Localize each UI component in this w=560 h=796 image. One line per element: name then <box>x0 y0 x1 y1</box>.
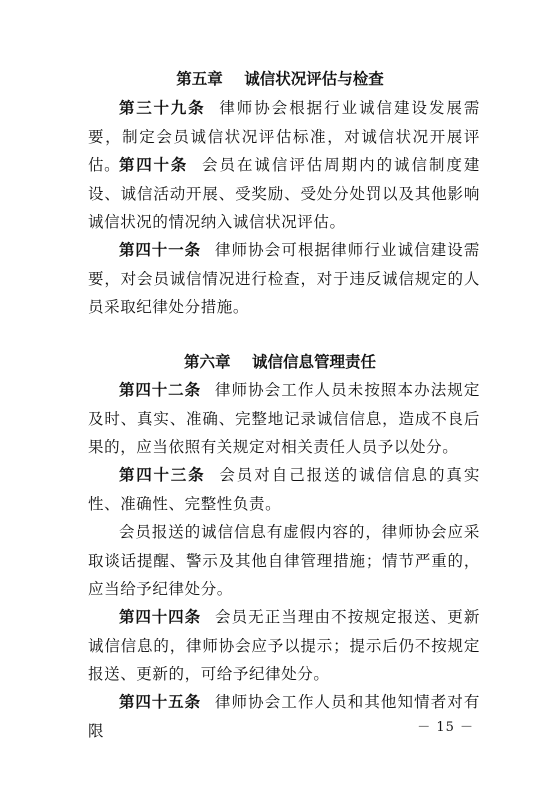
article-39-text: 律师协会根据行业诚信建设发展需要，制定会员诚信状况评估标准，对诚信状况开展评估。 <box>88 99 480 174</box>
article-42-label: 第四十二条 <box>119 381 201 399</box>
article-44 <box>88 603 480 689</box>
article-44-text: 会员无正当理由不按规定报送、更新诚信信息的，律师协会应予以提示；提示后仍不按规定报送、更新的，可给予纪律处分。 <box>88 608 480 683</box>
article-39-label: 第三十九条 <box>119 99 206 117</box>
article-43-label: 第四十三条 <box>119 466 206 484</box>
article-44-label: 第四十四条 <box>119 608 201 626</box>
article-42 <box>88 376 480 462</box>
article-40 <box>88 151 480 237</box>
article-43-text: 会员对自己报送的诚信信息的真实性、准确性、完整性负责。 <box>88 466 480 513</box>
article-43 <box>88 461 480 518</box>
article-41 <box>88 236 480 322</box>
chapter-5-heading: 第五章 诚信状况评估与检查 <box>176 70 384 88</box>
article-43-paragraph-2: 会员报送的诚信信息有虚假内容的，律师协会应采取谈话提醒、警示及其他自律管理措施；情节严重的，应当给予纪律处分。 <box>88 523 480 598</box>
article-40-label: 第四十条 <box>119 156 189 174</box>
article-45-text: 律师协会工作人员和其他知情者对有限 <box>88 693 480 740</box>
article-41-label: 第四十一条 <box>119 241 201 259</box>
page-number: － 15 － <box>417 720 474 735</box>
article-41-text: 律师协会可根据律师行业诚信建设需要，对会员诚信情况进行检查，对于违反诚信规定的人员采取纪律处分措施。 <box>88 241 480 316</box>
article-40-text: 会员在诚信评估周期内的诚信制度建设、诚信活动开展、受奖励、受处分处罚以及其他影响诚信状况的情况纳入诚信状况评估。 <box>88 156 480 231</box>
article-42-text: 律师协会工作人员未按照本办法规定及时、真实、准确、完整地记录诚信信息，造成不良后果的，应当依照有关规定对相关责任人员予以处分。 <box>88 381 480 456</box>
chapter-6-heading: 第六章 诚信信息管理责任 <box>183 353 377 371</box>
article-45-label: 第四十五条 <box>119 693 201 711</box>
